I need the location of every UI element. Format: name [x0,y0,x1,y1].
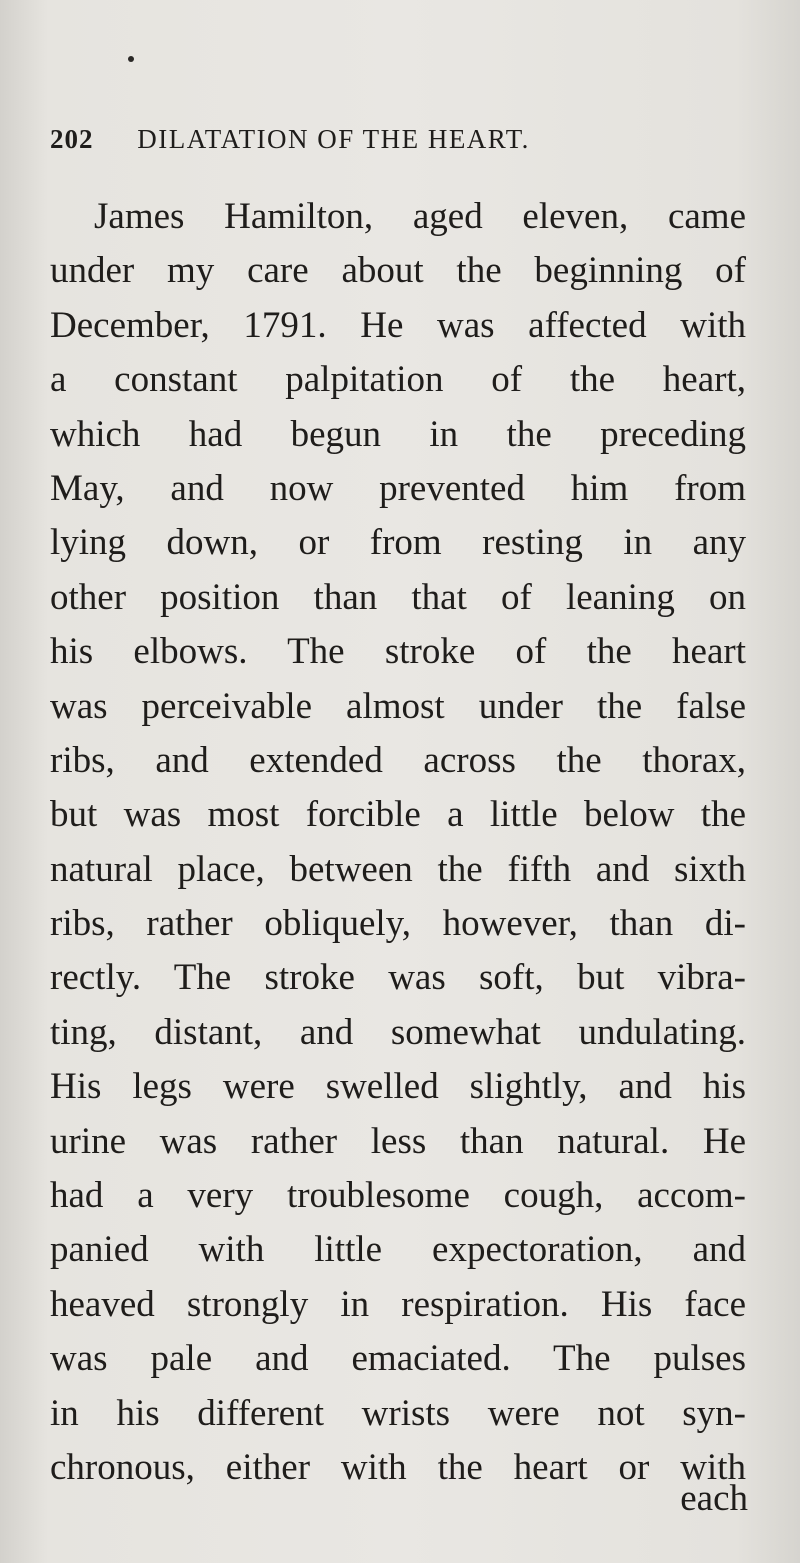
page-number: 202 [50,124,94,154]
text-line: natural place, between the fifth and sixth [50,848,746,890]
text-line: ting, distant, and somewhat undulating. [50,1011,746,1053]
ink-dot [128,56,134,62]
text-line: his elbows. The stroke of the heart [50,631,746,673]
running-title: DILATATION OF THE HEART. [137,124,530,154]
text-line: rectly. The stroke was soft, but vibra- [50,957,746,999]
text-line: ribs, and extended across the thorax, [50,739,746,781]
text-line: but was most forcible a little below the [50,794,746,836]
text-line: urine was rather less than natural. He [50,1120,746,1162]
text-line: which had begun in the preceding [50,413,746,455]
text-line: lying down, or from resting in any [50,522,746,564]
text-line: May, and now prevented him from [50,467,746,509]
running-head [50,124,750,164]
text-line: had a very troublesome cough, accom- [50,1175,746,1217]
text-line: His legs were swelled slightly, and his [50,1066,746,1108]
text-line: in his different wrists were not syn- [50,1392,746,1434]
catchword: each [680,1478,748,1519]
text-line: under my care about the beginning of [50,250,746,292]
text-line: other position than that of leaning on [50,576,746,618]
text-line: panied with little expectoration, and [50,1229,746,1271]
text-line: December, 1791. He was affected with [50,304,746,346]
text-line: heaved strongly in respiration. His face [50,1283,746,1325]
text-line: was perceivable almost under the false [50,685,746,727]
text-line: was pale and emaciated. The pulses [50,1338,746,1380]
text-line: ribs, rather obliquely, however, than di- [50,903,746,945]
body-text [50,190,746,1495]
text-line: James Hamilton, aged eleven, came [94,196,746,237]
text-line: a constant palpitation of the heart, [50,359,746,401]
text-line: chronous, either with the heart or with [50,1446,746,1488]
